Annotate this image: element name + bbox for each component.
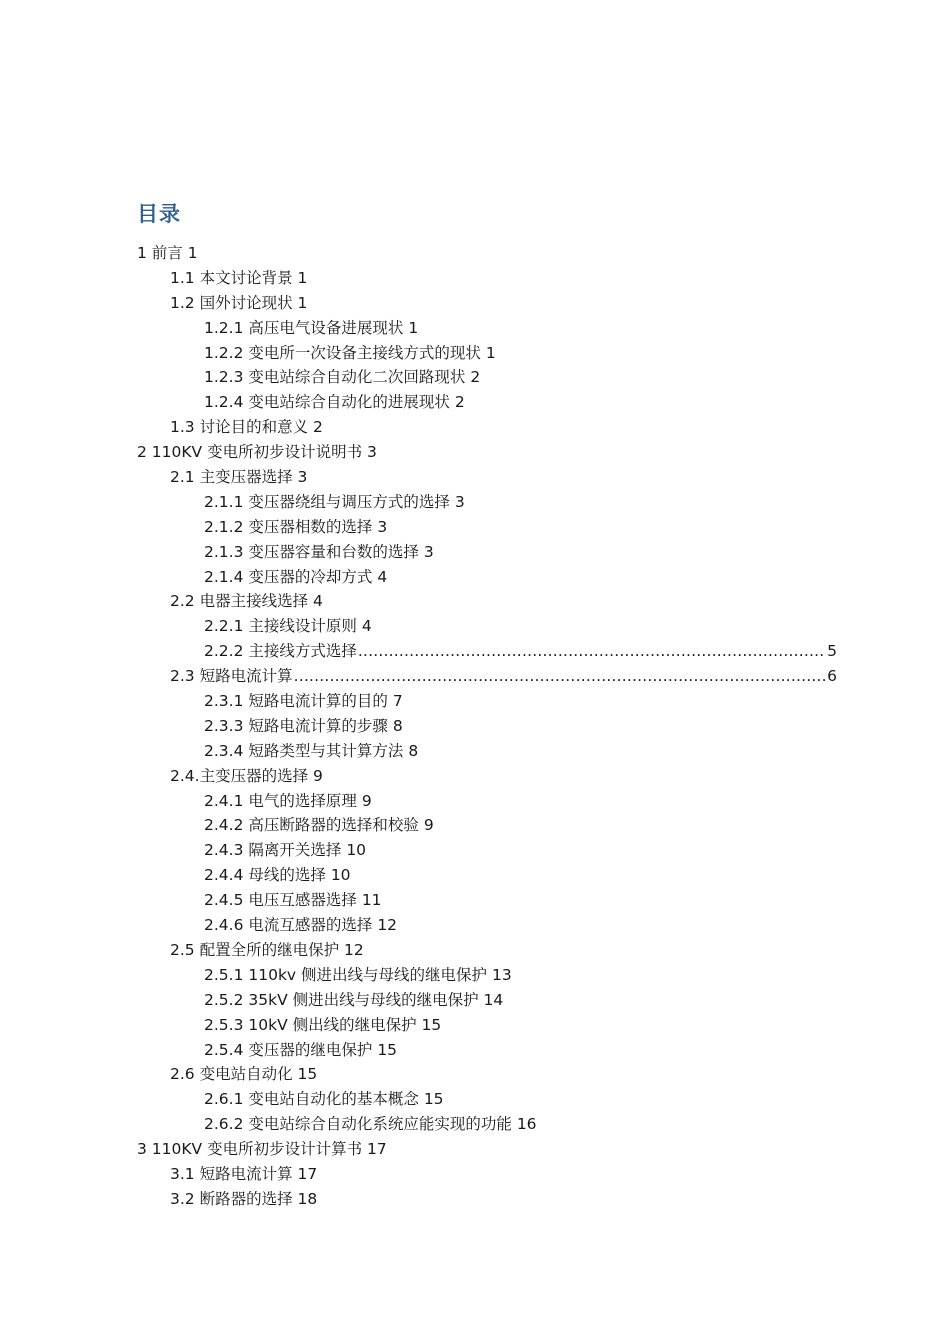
toc-entry-title: 2.5.1 110kv 侧进出线与母线的继电保护 xyxy=(204,965,488,984)
toc-entry[interactable] xyxy=(0,863,950,888)
toc-heading: 目录 xyxy=(137,202,181,226)
toc-entry[interactable] xyxy=(0,1112,950,1137)
toc-entry-title: 3 110KV 变电所初步设计计算书 xyxy=(137,1140,363,1159)
toc-entry-title: 3.1 短路电流计算 xyxy=(170,1164,293,1183)
toc-entry[interactable] xyxy=(0,465,950,490)
toc-entry-title: 1.1 本文讨论背景 xyxy=(170,268,293,287)
toc-page-number: 1 xyxy=(408,318,419,337)
toc-entry-title: 2.2.1 主接线设计原则 xyxy=(204,617,357,636)
toc-entry-title: 2 110KV 变电所初步设计说明书 xyxy=(137,443,363,462)
toc-page-number: 1 xyxy=(485,343,496,362)
toc-entry[interactable] xyxy=(0,789,950,814)
toc-entry[interactable] xyxy=(0,1137,950,1162)
toc-entry[interactable] xyxy=(0,813,950,838)
toc-page-number: 3 xyxy=(454,492,465,511)
toc-page-number: 11 xyxy=(361,891,382,910)
toc-page-number: 17 xyxy=(297,1164,318,1183)
toc-entry[interactable] xyxy=(0,440,950,465)
toc-entry-title: 1.2.3 变电站综合自动化二次回路现状 xyxy=(204,368,466,387)
toc-entry[interactable] xyxy=(0,415,950,440)
toc-entry-title: 1.2.1 高压电气设备进展现状 xyxy=(204,318,404,337)
toc-page-number: 3 xyxy=(377,517,388,536)
toc-page-number: 8 xyxy=(392,716,403,735)
toc-page-number: 15 xyxy=(423,1090,444,1109)
toc-entry-title: 2.3 短路电流计算 xyxy=(170,667,293,686)
dot-leader xyxy=(294,664,827,689)
toc-entry-title: 1.3 讨论目的和意义 xyxy=(170,418,309,437)
toc-page-number: 1 xyxy=(297,293,308,312)
toc-page-number: 2 xyxy=(470,368,481,387)
toc-entry-title: 2.4.4 母线的选择 xyxy=(204,866,326,885)
toc-entry-title: 2.6 变电站自动化 xyxy=(170,1065,293,1084)
table-of-contents xyxy=(0,241,950,1212)
toc-entry-title: 2.2 电器主接线选择 xyxy=(170,592,309,611)
toc-entry-title: 2.3.1 短路电流计算的目的 xyxy=(204,692,388,711)
toc-entry-title: 2.1.1 变压器绕组与调压方式的选择 xyxy=(204,492,450,511)
toc-page-number: 3 xyxy=(297,468,308,487)
toc-entry[interactable] xyxy=(0,241,950,266)
toc-entry[interactable] xyxy=(0,1038,950,1063)
toc-entry[interactable] xyxy=(0,540,950,565)
toc-entry-title: 2.3.3 短路电流计算的步骤 xyxy=(204,716,388,735)
toc-entry[interactable] xyxy=(0,689,950,714)
toc-entry[interactable] xyxy=(0,1187,950,1212)
toc-page-number: 1 xyxy=(187,244,198,262)
toc-entry-title: 2.4.5 电压互感器选择 xyxy=(204,891,357,910)
toc-entry-title: 2.6.2 变电站综合自动化系统应能实现的功能 xyxy=(204,1115,512,1134)
toc-entry[interactable] xyxy=(0,589,950,614)
toc-page-number: 1 xyxy=(297,268,308,287)
toc-page-number: 15 xyxy=(377,1040,398,1059)
toc-page-number: 14 xyxy=(483,990,504,1009)
toc-page-number: 13 xyxy=(491,965,512,984)
toc-entry-title: 2.5 配置全所的继电保护 xyxy=(170,940,340,959)
toc-entry[interactable] xyxy=(0,639,837,664)
toc-page-number: 7 xyxy=(392,692,403,711)
toc-page-number: 18 xyxy=(297,1189,318,1208)
toc-page-number: 8 xyxy=(408,741,419,760)
toc-entry-title: 2.2.2 主接线方式选择 xyxy=(204,642,357,661)
toc-entry-title: 2.4.1 电气的选择原理 xyxy=(204,791,357,810)
toc-page-number: 15 xyxy=(297,1065,318,1084)
toc-entry[interactable] xyxy=(0,565,950,590)
toc-entry[interactable] xyxy=(0,664,837,689)
toc-entry-title: 2.3.4 短路类型与其计算方法 xyxy=(204,741,404,760)
toc-entry-title: 1 前言 xyxy=(137,244,183,262)
toc-page-number: 2 xyxy=(313,418,323,437)
toc-entry[interactable] xyxy=(0,1087,950,1112)
toc-entry[interactable] xyxy=(0,938,950,963)
toc-page-number: 12 xyxy=(377,916,398,935)
toc-entry[interactable] xyxy=(0,341,950,366)
toc-page-number: 16 xyxy=(516,1115,537,1134)
dot-leader xyxy=(358,639,826,664)
toc-page-number: 3 xyxy=(423,542,434,561)
toc-entry[interactable] xyxy=(0,913,950,938)
toc-entry-title: 1.2.2 变电所一次设备主接线方式的现状 xyxy=(204,343,481,362)
toc-entry-title: 3.2 断路器的选择 xyxy=(170,1189,293,1208)
toc-entry[interactable] xyxy=(0,714,950,739)
toc-entry-title: 2.5.2 35kV 侧进出线与母线的继电保护 xyxy=(204,990,479,1009)
toc-entry-title: 2.4.主变压器的选择 xyxy=(170,766,309,785)
toc-entry[interactable] xyxy=(0,963,950,988)
toc-entry-title: 1.2 国外讨论现状 xyxy=(170,293,293,312)
toc-entry[interactable] xyxy=(0,291,950,316)
toc-page-number: 4 xyxy=(377,567,388,586)
toc-entry-title: 1.2.4 变电站综合自动化的进展现状 xyxy=(204,393,450,412)
toc-page-number: 10 xyxy=(330,866,351,885)
toc-entry-title: 2.1.4 变压器的冷却方式 xyxy=(204,567,373,586)
toc-entry-title: 2.4.3 隔离开关选择 xyxy=(204,841,342,860)
toc-entry[interactable] xyxy=(0,1062,950,1087)
toc-page-number: 12 xyxy=(344,940,364,959)
toc-entry[interactable] xyxy=(0,390,950,415)
toc-page-number: 4 xyxy=(313,592,323,611)
toc-page-number: 4 xyxy=(361,617,372,636)
toc-entry[interactable] xyxy=(0,490,950,515)
toc-entry[interactable] xyxy=(0,614,950,639)
toc-page-number: 9 xyxy=(361,791,372,810)
toc-entry[interactable] xyxy=(0,764,950,789)
toc-page-number: 6 xyxy=(827,667,837,686)
toc-entry-title: 2.4.6 电流互感器的选择 xyxy=(204,916,373,935)
toc-entry[interactable] xyxy=(0,316,950,341)
toc-entry-title: 2.1.3 变压器容量和台数的选择 xyxy=(204,542,419,561)
toc-page-number: 17 xyxy=(367,1140,387,1159)
toc-entry-title: 2.1.2 变压器相数的选择 xyxy=(204,517,373,536)
toc-page-number: 10 xyxy=(346,841,367,860)
toc-page-number: 9 xyxy=(423,816,434,835)
toc-entry-title: 2.4.2 高压断路器的选择和校验 xyxy=(204,816,419,835)
toc-entry-title: 2.5.3 10kV 侧出线的继电保护 xyxy=(204,1015,417,1034)
toc-page-number: 3 xyxy=(367,443,377,462)
toc-entry[interactable] xyxy=(0,515,950,540)
toc-entry[interactable] xyxy=(0,838,950,863)
toc-entry[interactable] xyxy=(0,739,950,764)
toc-entry[interactable] xyxy=(0,266,950,291)
toc-entry-title: 2.6.1 变电站自动化的基本概念 xyxy=(204,1090,419,1109)
toc-entry[interactable] xyxy=(0,988,950,1013)
toc-page-number: 15 xyxy=(421,1015,442,1034)
toc-entry[interactable] xyxy=(0,365,950,390)
toc-entry-title: 2.5.4 变压器的继电保护 xyxy=(204,1040,373,1059)
toc-page-number: 9 xyxy=(313,766,323,785)
toc-page-number: 5 xyxy=(827,642,837,661)
toc-entry[interactable] xyxy=(0,1162,950,1187)
toc-entry[interactable] xyxy=(0,888,950,913)
toc-entry-title: 2.1 主变压器选择 xyxy=(170,468,293,487)
toc-entry[interactable] xyxy=(0,1013,950,1038)
toc-page-number: 2 xyxy=(454,393,465,412)
